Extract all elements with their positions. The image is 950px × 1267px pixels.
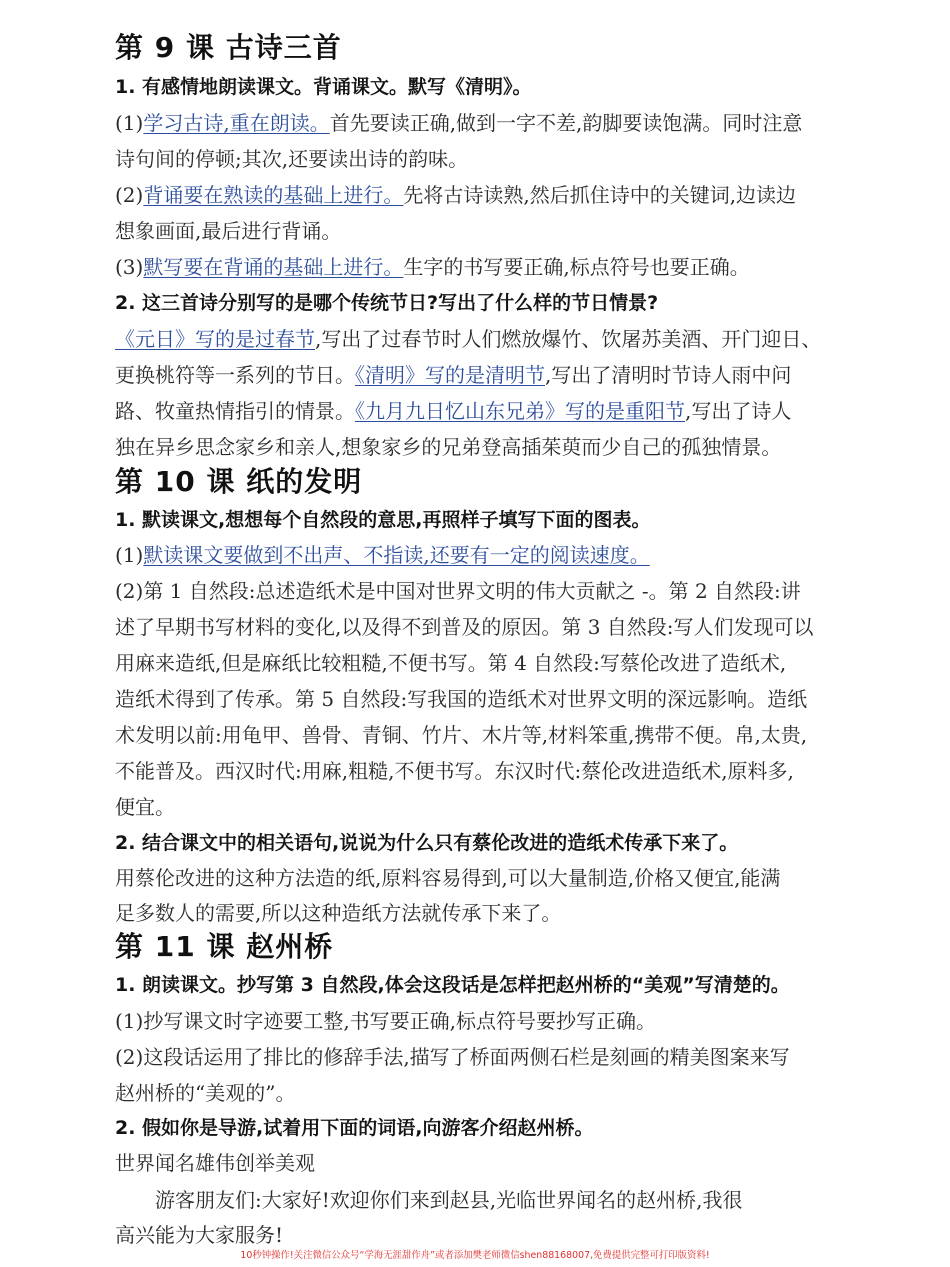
lesson-11-answer-2-line-2: 赵州桥的“美观的”。 [115,1081,296,1105]
lesson-9-festival-line-3 [115,394,791,428]
festival-text: ,写出了清明时节诗人雨中问 [545,363,792,387]
lesson-11-question-1: 1. 朗读课文。抄写第 3 自然段,体会这段话是怎样把赵州桥的“美观”写清楚的。 [115,974,790,996]
lesson-11-word-list: 世界闻名雄伟创举美观 [115,1151,315,1175]
lesson-10-question-2: 2. 结合课文中的相关语句,说说为什么只有蔡伦改进的造纸术传承下来了。 [115,832,739,854]
answer-key-phrase: 背诵要在熟读的基础上进行。 [143,183,404,207]
lesson-9-answer-2-line-1 [115,178,796,212]
lesson-10-question-1: 1. 默读课文,想想每个自然段的意思,再照样子填写下面的图表。 [115,509,651,531]
lesson-9-title: 第 9 课 古诗三首 [115,31,342,64]
lesson-9-answer-2-line-2: 想象画面,最后进行背诵。 [115,219,342,243]
festival-text: ,写出了过春节时人们燃放爆竹、饮屠苏美酒、开门迎日、 [315,327,822,351]
lesson-9-question-2: 2. 这三首诗分别写的是哪个传统节日?写出了什么样的节日情景? [115,292,659,314]
lesson-9-festival-line-2 [115,358,791,392]
lesson-9-festival-line-4: 独在异乡思念家乡和亲人,想象家乡的兄弟登高插茱萸而少自己的孤独情景。 [115,435,782,459]
answer-prefix: (1) [115,543,144,567]
lesson-10-paragraph-line-6: 不能普及。西汉时代:用麻,粗糙,不便书写。东汉时代:蔡伦改进造纸术,原料多, [115,759,794,783]
answer-text: 先将古诗读熟,然后抓住诗中的关键词,边读边 [403,183,797,207]
festival-text: ,写出了诗人 [685,399,792,423]
festival-key-phrase: 《清明》写的是清明节 [355,363,545,387]
lesson-9-festival-line-1 [115,322,821,356]
lesson-11-guide-speech-line-2: 高兴能为大家服务! [115,1223,284,1247]
lesson-10-paragraph-line-2: 述了早期书写材料的变化,以及得不到普及的原因。第 3 自然段:写人们发现可以 [115,615,814,639]
festival-key-phrase: 《九月九日忆山东兄弟》写的是重阳节 [355,399,685,423]
festival-key-phrase: 《元日》写的是过春节 [115,327,315,351]
lesson-10-answer-2-line-1: 用蔡伦改进的这种方法造的纸,原料容易得到,可以大量制造,价格又便宜,能满 [115,866,781,890]
answer-prefix: (1) [115,111,144,135]
lesson-10-paragraph-line-3: 用麻来造纸,但是麻纸比较粗糙,不便书写。第 4 自然段:写蔡伦改进了造纸术, [115,651,787,675]
answer-text: 首先要读正确,做到一字不差,韵脚要读饱满。同时注意 [329,111,803,135]
lesson-10-paragraph-line-5: 术发明以前:用龟甲、兽骨、青铜、竹片、木片等,材料笨重,携带不便。帛,太贵, [115,723,808,747]
lesson-10-answer-1 [115,538,650,572]
answer-key-phrase: 默读课文要做到不出声、不指读,还要有一定的阅读速度。 [143,543,650,567]
lesson-11-answer-2-line-1: (2)这段话运用了排比的修辞手法,描写了桥面两侧石栏是刻画的精美图案来写 [115,1045,790,1069]
festival-text: 更换桃符等一系列的节日。 [115,363,355,387]
lesson-10-answer-2-line-2: 足多数人的需要,所以这种造纸方法就传承下来了。 [115,901,562,925]
answer-prefix: (3) [115,255,144,279]
answer-text: 生字的书写要正确,标点符号也要正确。 [403,255,750,279]
lesson-11-answer-1: (1)抄写课文时字迹要工整,书写要正确,标点符号要抄写正确。 [115,1009,657,1033]
festival-text: 路、牧童热情指引的情景。 [115,399,355,423]
lesson-9-answer-1-line-2: 诗句间的停顿;其次,还要读出诗的韵味。 [115,147,469,171]
lesson-11-title: 第 11 课 赵州桥 [115,930,334,963]
lesson-10-title: 第 10 课 纸的发明 [115,465,363,498]
lesson-9-answer-1-line-1 [115,106,802,140]
lesson-9-question-1: 1. 有感情地朗读课文。背诵课文。默写《清明》。 [115,76,532,98]
lesson-9-answer-3 [115,250,750,284]
lesson-10-paragraph-line-4: 造纸术得到了传承。第 5 自然段:写我国的造纸术对世界文明的深远影响。造纸 [115,687,808,711]
lesson-10-paragraph-line-7: 便宜。 [115,795,175,819]
lesson-11-guide-speech-line-1: 游客朋友们:大家好!欢迎你们来到赵县,光临世界闻名的赵州桥,我很 [155,1188,743,1212]
lesson-10-paragraph-line-1: (2)第 1 自然段:总述造纸术是中国对世界文明的伟大贡献之 -。第 2 自然段:讲 [115,579,801,603]
answer-key-phrase: 默写要在背诵的基础上进行。 [143,255,404,279]
answer-prefix: (2) [115,183,144,207]
lesson-11-question-2: 2. 假如你是导游,试着用下面的词语,向游客介绍赵州桥。 [115,1117,594,1139]
answer-key-phrase: 学习古诗,重在朗读。 [143,111,330,135]
footer-notice: 10秒钟操作!关注微信公众号“学海无涯甜作舟”或者添加樊老师微信shen88168007,免费提供完整可打印版资料! [240,1250,710,1261]
